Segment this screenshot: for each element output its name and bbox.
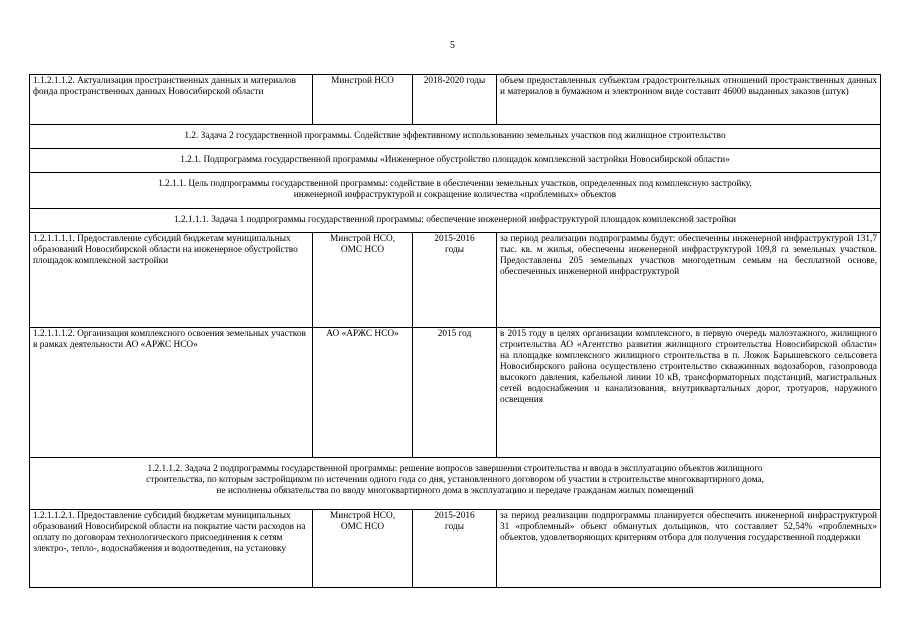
goal-header-line: инженерной инфраструктурой и сокращение количества «проблемных» объектов <box>293 190 617 200</box>
page-number: 5 <box>450 40 455 51</box>
executor-cell <box>313 510 413 588</box>
result-cell: за период реализации подпрограммы планируется обеспечить инженерной инфраструктурой 31 «проблемный» объект обманутых дольщиков, что составляет 52,54% «проблемных» объектов, удовлетворяющих критериям отбора для получения государственной поддержки <box>497 510 881 588</box>
task2-sub-header-line: строительства, по которым застройщиком по истечении одного года со дня, установленного договором об участии в строительстве многоквартирного дома, <box>146 475 764 485</box>
executor-cell: АО «АРЖС НСО» <box>313 328 413 458</box>
executor-line: ОМС НСО <box>340 245 385 255</box>
activity-cell: 1.2.1.1.2.1. Предоставление субсидий бюджетам муниципальных образований Новосибирской области на покрытие части расходов на оплату по договорам технологического присоединения к сетям электро-, тепло-, водоснабжения и водоотведения, на установку <box>30 510 313 588</box>
subprogram-header: 1.2.1. Подпрограмма государственной программы «Инженерное обустройство площадок комплексной застройки Новосибирской области» <box>30 149 881 173</box>
section-header-row <box>30 209 881 233</box>
period-cell <box>413 510 497 588</box>
task1-sub-header: 1.2.1.1.1. Задача 1 подпрограммы государственной программы: обеспечение инженерной инфраструктурой площадок комплексной застройки <box>30 209 881 233</box>
task2-header: 1.2. Задача 2 государственной программы. Содействие эффективному использованию земельных участков под жилищное строительство <box>30 125 881 149</box>
period-cell <box>413 233 497 328</box>
executor-cell <box>313 233 413 328</box>
goal-header <box>30 173 881 209</box>
executor-cell: Минстрой НСО <box>313 75 413 125</box>
activity-cell: 1.2.1.1.1.2. Организация комплексного освоения земельных участков в рамках деятельности АО «АРЖС НСО» <box>30 328 313 458</box>
executor-line: ОМС НСО <box>340 522 385 532</box>
result-cell: за период реализации подпрограммы будут: обеспеченны инженерной инфраструктурой 131,7 тыс. кв. м жилья, обеспечены инженерной инфраструктурой 109,8 га земельных участков. Предоставлены 205 земельных участков многодетным семьям на бесплатной основе, обеспеченных инженерной инфраструктурой <box>497 233 881 328</box>
goal-header-line: 1.2.1.1. Цель подпрограммы государственной программы: содействие в обеспечении земельных участков, определенных под комплексную застройку, <box>158 179 752 189</box>
activity-cell: 1.2.1.1.1.1. Предоставление субсидий бюджетам муниципальных образований Новосибирской области на инженерное обустройство площадок комплексной застройки <box>30 233 313 328</box>
period-line: 2015-2016 <box>434 511 475 521</box>
result-cell: в 2015 году в целях организации комплексного, в первую очередь малоэтажного, жилищного строительства АО «Агентство развития жилищного строительства Новосибирской области» на площадке комплексного жилищного строительства в п. Ложок Барышевского сельсовета Новосибирского района осуществлено строительство скважинных водозаборов, газопровода высокого давления, кабельной линии 10 кВ, трансформаторных подстанций, магистральных сетей водоснабжения и канализования, внутриквартальных дорог, тротуаров, наружного освещения <box>497 328 881 458</box>
section-header-row <box>30 125 881 149</box>
table-row <box>30 233 881 328</box>
period-line: годы <box>445 522 464 532</box>
activity-cell: 1.1.2.1.1.2. Актуализация пространственных данных и материалов фонда пространственных данных Новосибирской области <box>30 75 313 125</box>
task2-sub-header-line: не исполнены обязательства по вводу многоквартирного дома в эксплуатацию и передаче гражданам жилых помещений <box>216 486 694 496</box>
program-table <box>29 74 881 588</box>
executor-line: Минстрой НСО, <box>329 511 396 521</box>
task2-sub-header-line: 1.2.1.1.2. Задача 2 подпрограммы государственной программы: решение вопросов завершения строительства и ввода в эксплуатацию объектов жилищного <box>147 464 763 474</box>
section-header-row <box>30 173 881 209</box>
period-line: 2015-2016 <box>434 234 475 244</box>
task2-sub-header <box>30 458 881 510</box>
table-row <box>30 328 881 458</box>
section-header-row <box>30 458 881 510</box>
period-line: годы <box>445 245 464 255</box>
table-row <box>30 510 881 588</box>
result-cell: объем предоставленных субъектам градостроительных отношений пространственных данных и материалов в бумажном и электронном виде составит 46000 выданных заказов (штук) <box>497 75 881 125</box>
executor-line: Минстрой НСО, <box>329 234 396 244</box>
period-cell: 2015 год <box>413 328 497 458</box>
section-header-row <box>30 149 881 173</box>
period-cell: 2018-2020 годы <box>413 75 497 125</box>
table-row <box>30 75 881 125</box>
